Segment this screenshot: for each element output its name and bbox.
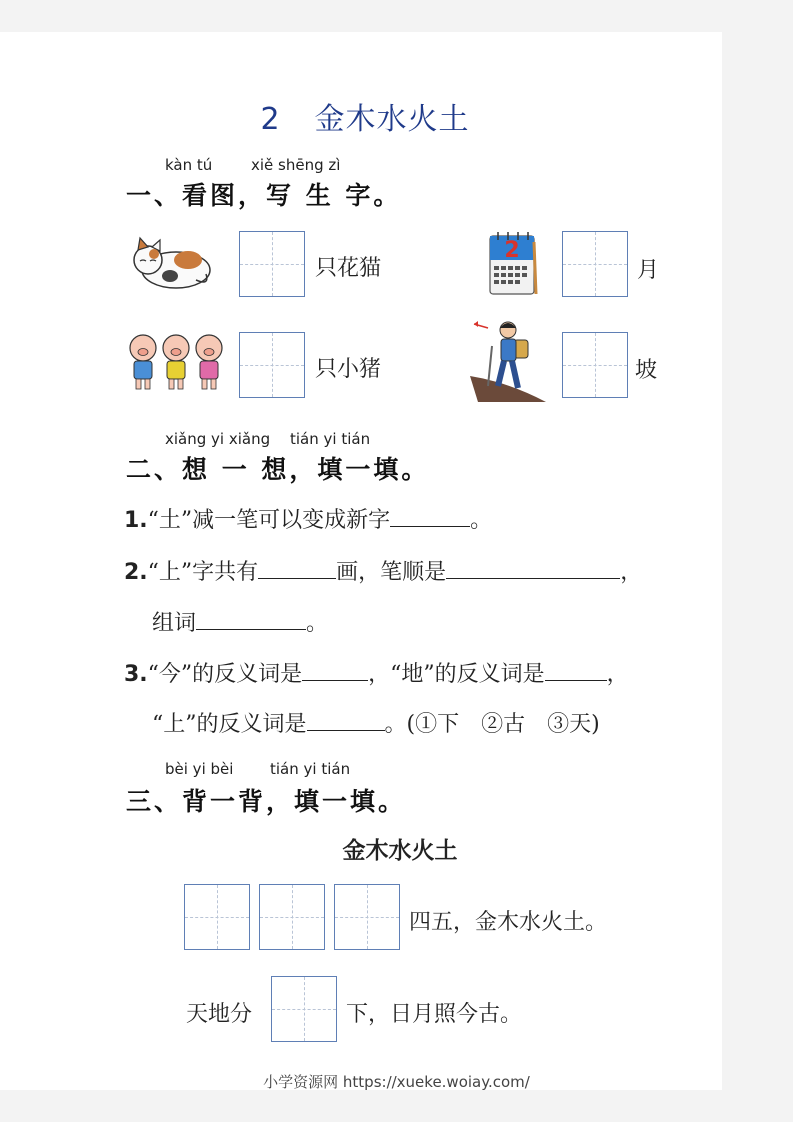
blank-q3-jin[interactable]: [302, 658, 368, 681]
blank-q2-strokes[interactable]: [258, 556, 336, 579]
cat-suffix-text: 只花猫: [315, 256, 382, 281]
question-3: 3.“今”的反义词是 ，“地”的反义词是 ，: [124, 657, 629, 688]
pinyin-kan-tu: kàn tú: [165, 156, 213, 174]
footer-watermark: 小学资源网 https://xueke.woiay.com/: [263, 1073, 530, 1091]
question-2-words: 组词 。: [152, 606, 328, 637]
poem-line2-suffix: 下，日月照今古。: [346, 1002, 523, 1027]
calendar-icon: [486, 230, 538, 298]
cat-icon: [130, 236, 214, 292]
poem-line1-suffix: 四五，金木水火土。: [409, 910, 608, 935]
write-box-calendar[interactable]: [562, 231, 628, 297]
question-1: 1.“土”减一笔可以变成新字 。: [124, 503, 492, 534]
poem-box-1[interactable]: [184, 884, 250, 950]
question-3-shang: “上”的反义词是 。(①下 ②古 ③天): [152, 707, 600, 738]
write-box-hiker[interactable]: [562, 332, 628, 398]
blank-q2-words[interactable]: [196, 607, 306, 630]
pigs-suffix-text: 只小猪: [315, 357, 382, 382]
hiker-icon: [468, 316, 550, 404]
blank-q1[interactable]: [390, 504, 470, 527]
blank-q3-shang[interactable]: [307, 708, 385, 731]
hiker-suffix-text: 坡: [635, 358, 658, 383]
svg-text:2: 2: [504, 238, 520, 263]
pinyin-bei-yi-bei: bèi yi bèi: [165, 760, 234, 778]
poem-box-4[interactable]: [271, 976, 337, 1042]
pinyin-xie-sheng-zi: xiě shēng zì: [251, 156, 341, 174]
calendar-suffix-text: 月: [637, 258, 660, 283]
poem-title: 金木水火土: [342, 838, 458, 864]
page-title: 2 金木水火土: [260, 102, 470, 137]
blank-q3-di[interactable]: [545, 658, 607, 681]
pigs-icon: [126, 330, 226, 392]
pinyin-xiang-yi-xiang: xiǎng yi xiǎng: [165, 430, 271, 448]
section1-heading: 一、看图，写 生 字。: [126, 181, 402, 210]
write-box-pigs[interactable]: [239, 332, 305, 398]
question-2: 2.“上”字共有 画，笔顺是 ，: [124, 555, 642, 586]
poem-box-3[interactable]: [334, 884, 400, 950]
blank-q2-order[interactable]: [446, 556, 620, 579]
pinyin-tian-yi-tian-2: tián yi tián: [270, 760, 351, 778]
poem-line2-prefix: 天地分: [186, 1002, 253, 1027]
section2-heading: 二、想 一 想，填一填。: [126, 455, 430, 484]
section3-heading: 三、背一背，填一填。: [126, 787, 407, 816]
poem-box-2[interactable]: [259, 884, 325, 950]
write-box-cat[interactable]: [239, 231, 305, 297]
pinyin-tian-yi-tian: tián yi tián: [290, 430, 371, 448]
